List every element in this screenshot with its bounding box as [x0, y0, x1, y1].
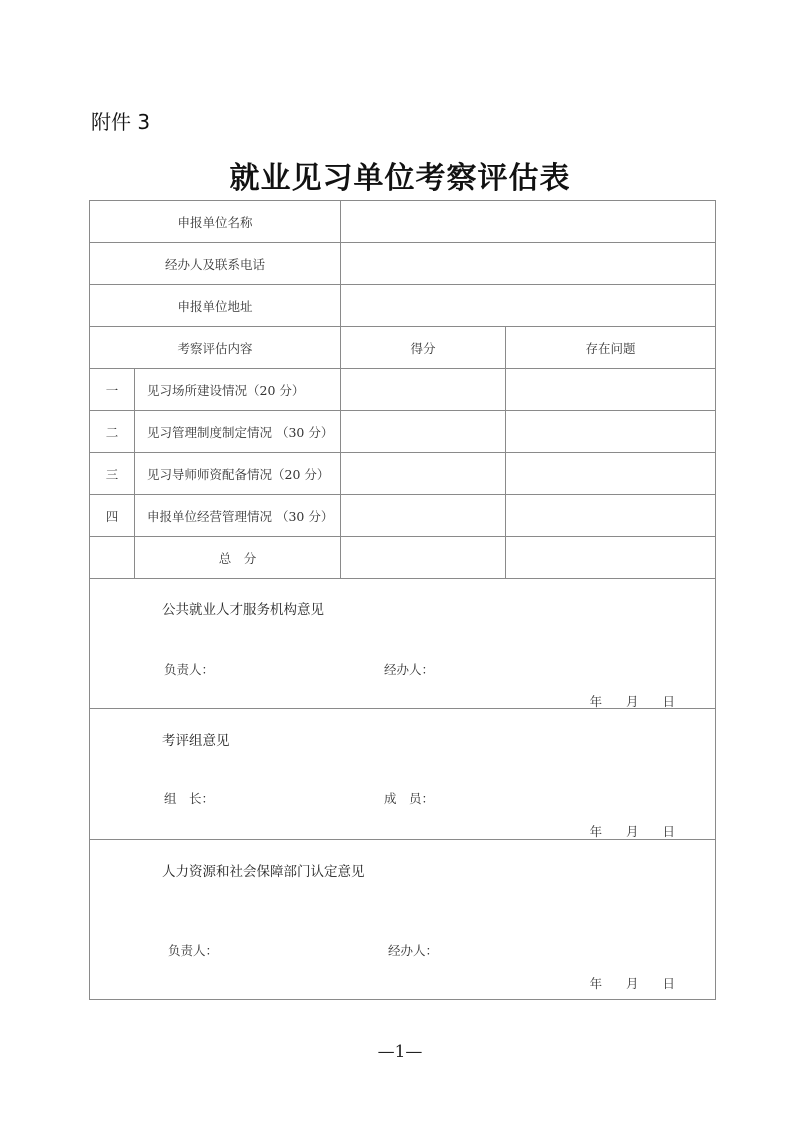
unit-name-field[interactable]	[341, 201, 716, 243]
eval-content-header: 考察评估内容	[90, 327, 341, 369]
score-field[interactable]	[341, 369, 506, 411]
page-title: 就业见习单位考察评估表	[229, 161, 571, 196]
info-label: 经办人及联系电话	[90, 243, 341, 285]
eval-item-row	[90, 453, 716, 495]
score-header: 得分	[341, 327, 506, 369]
issues-field[interactable]	[506, 495, 716, 537]
info-label: 申报单位名称	[90, 201, 341, 243]
issues-field[interactable]	[506, 369, 716, 411]
total-row	[90, 537, 716, 579]
total-issues-field[interactable]	[506, 537, 716, 579]
item-index: 三	[90, 453, 135, 495]
signature-right-label: 经办人：	[388, 943, 439, 958]
opinion-box[interactable]	[90, 709, 715, 839]
eval-header-row	[90, 327, 716, 369]
issues-field[interactable]	[506, 453, 716, 495]
total-score-field[interactable]	[341, 537, 506, 579]
opinion-box[interactable]	[90, 840, 715, 999]
address-field[interactable]	[341, 285, 716, 327]
item-label: 申报单位经营管理情况 （30 分）	[135, 495, 341, 537]
issues-field[interactable]	[506, 411, 716, 453]
opinion-row-hr-department	[90, 840, 716, 1000]
score-field[interactable]	[341, 453, 506, 495]
date-label: 年 月 日	[589, 976, 676, 991]
total-label: 总 分	[135, 537, 341, 579]
item-index: 四	[90, 495, 135, 537]
signature-left-label: 负责人：	[164, 662, 215, 677]
item-label: 见习管理制度制定情况 （30 分）	[135, 411, 341, 453]
item-label: 见习导师师资配备情况（20 分）	[135, 453, 341, 495]
opinion-box[interactable]	[90, 579, 715, 708]
item-index: 二	[90, 411, 135, 453]
eval-item-row	[90, 495, 716, 537]
opinion-title: 考评组意见	[162, 733, 230, 749]
opinion-title: 公共就业人才服务机构意见	[162, 602, 324, 618]
attachment-label: 附件 3	[91, 110, 151, 134]
date-label: 年 月 日	[589, 824, 676, 839]
info-label: 申报单位地址	[90, 285, 341, 327]
evaluation-form-table	[89, 200, 716, 1000]
item-label: 见习场所建设情况（20 分）	[135, 369, 341, 411]
opinion-title: 人力资源和社会保障部门认定意见	[162, 864, 365, 880]
total-index-cell	[90, 537, 135, 579]
info-row-contact	[90, 243, 716, 285]
score-field[interactable]	[341, 495, 506, 537]
info-row-address	[90, 285, 716, 327]
eval-item-row	[90, 369, 716, 411]
opinion-row-employment-service	[90, 579, 716, 709]
issues-header: 存在问题	[506, 327, 716, 369]
date-label: 年 月 日	[589, 694, 676, 709]
info-row-unit-name	[90, 201, 716, 243]
signature-right-label: 经办人：	[384, 662, 435, 677]
signature-left-label: 组 长：	[164, 791, 215, 806]
page-number: —1—	[377, 1042, 423, 1062]
item-index: 一	[90, 369, 135, 411]
signature-right-label: 成 员：	[384, 791, 435, 806]
signature-left-label: 负责人：	[168, 943, 219, 958]
score-field[interactable]	[341, 411, 506, 453]
eval-item-row	[90, 411, 716, 453]
opinion-row-review-group	[90, 709, 716, 840]
contact-field[interactable]	[341, 243, 716, 285]
